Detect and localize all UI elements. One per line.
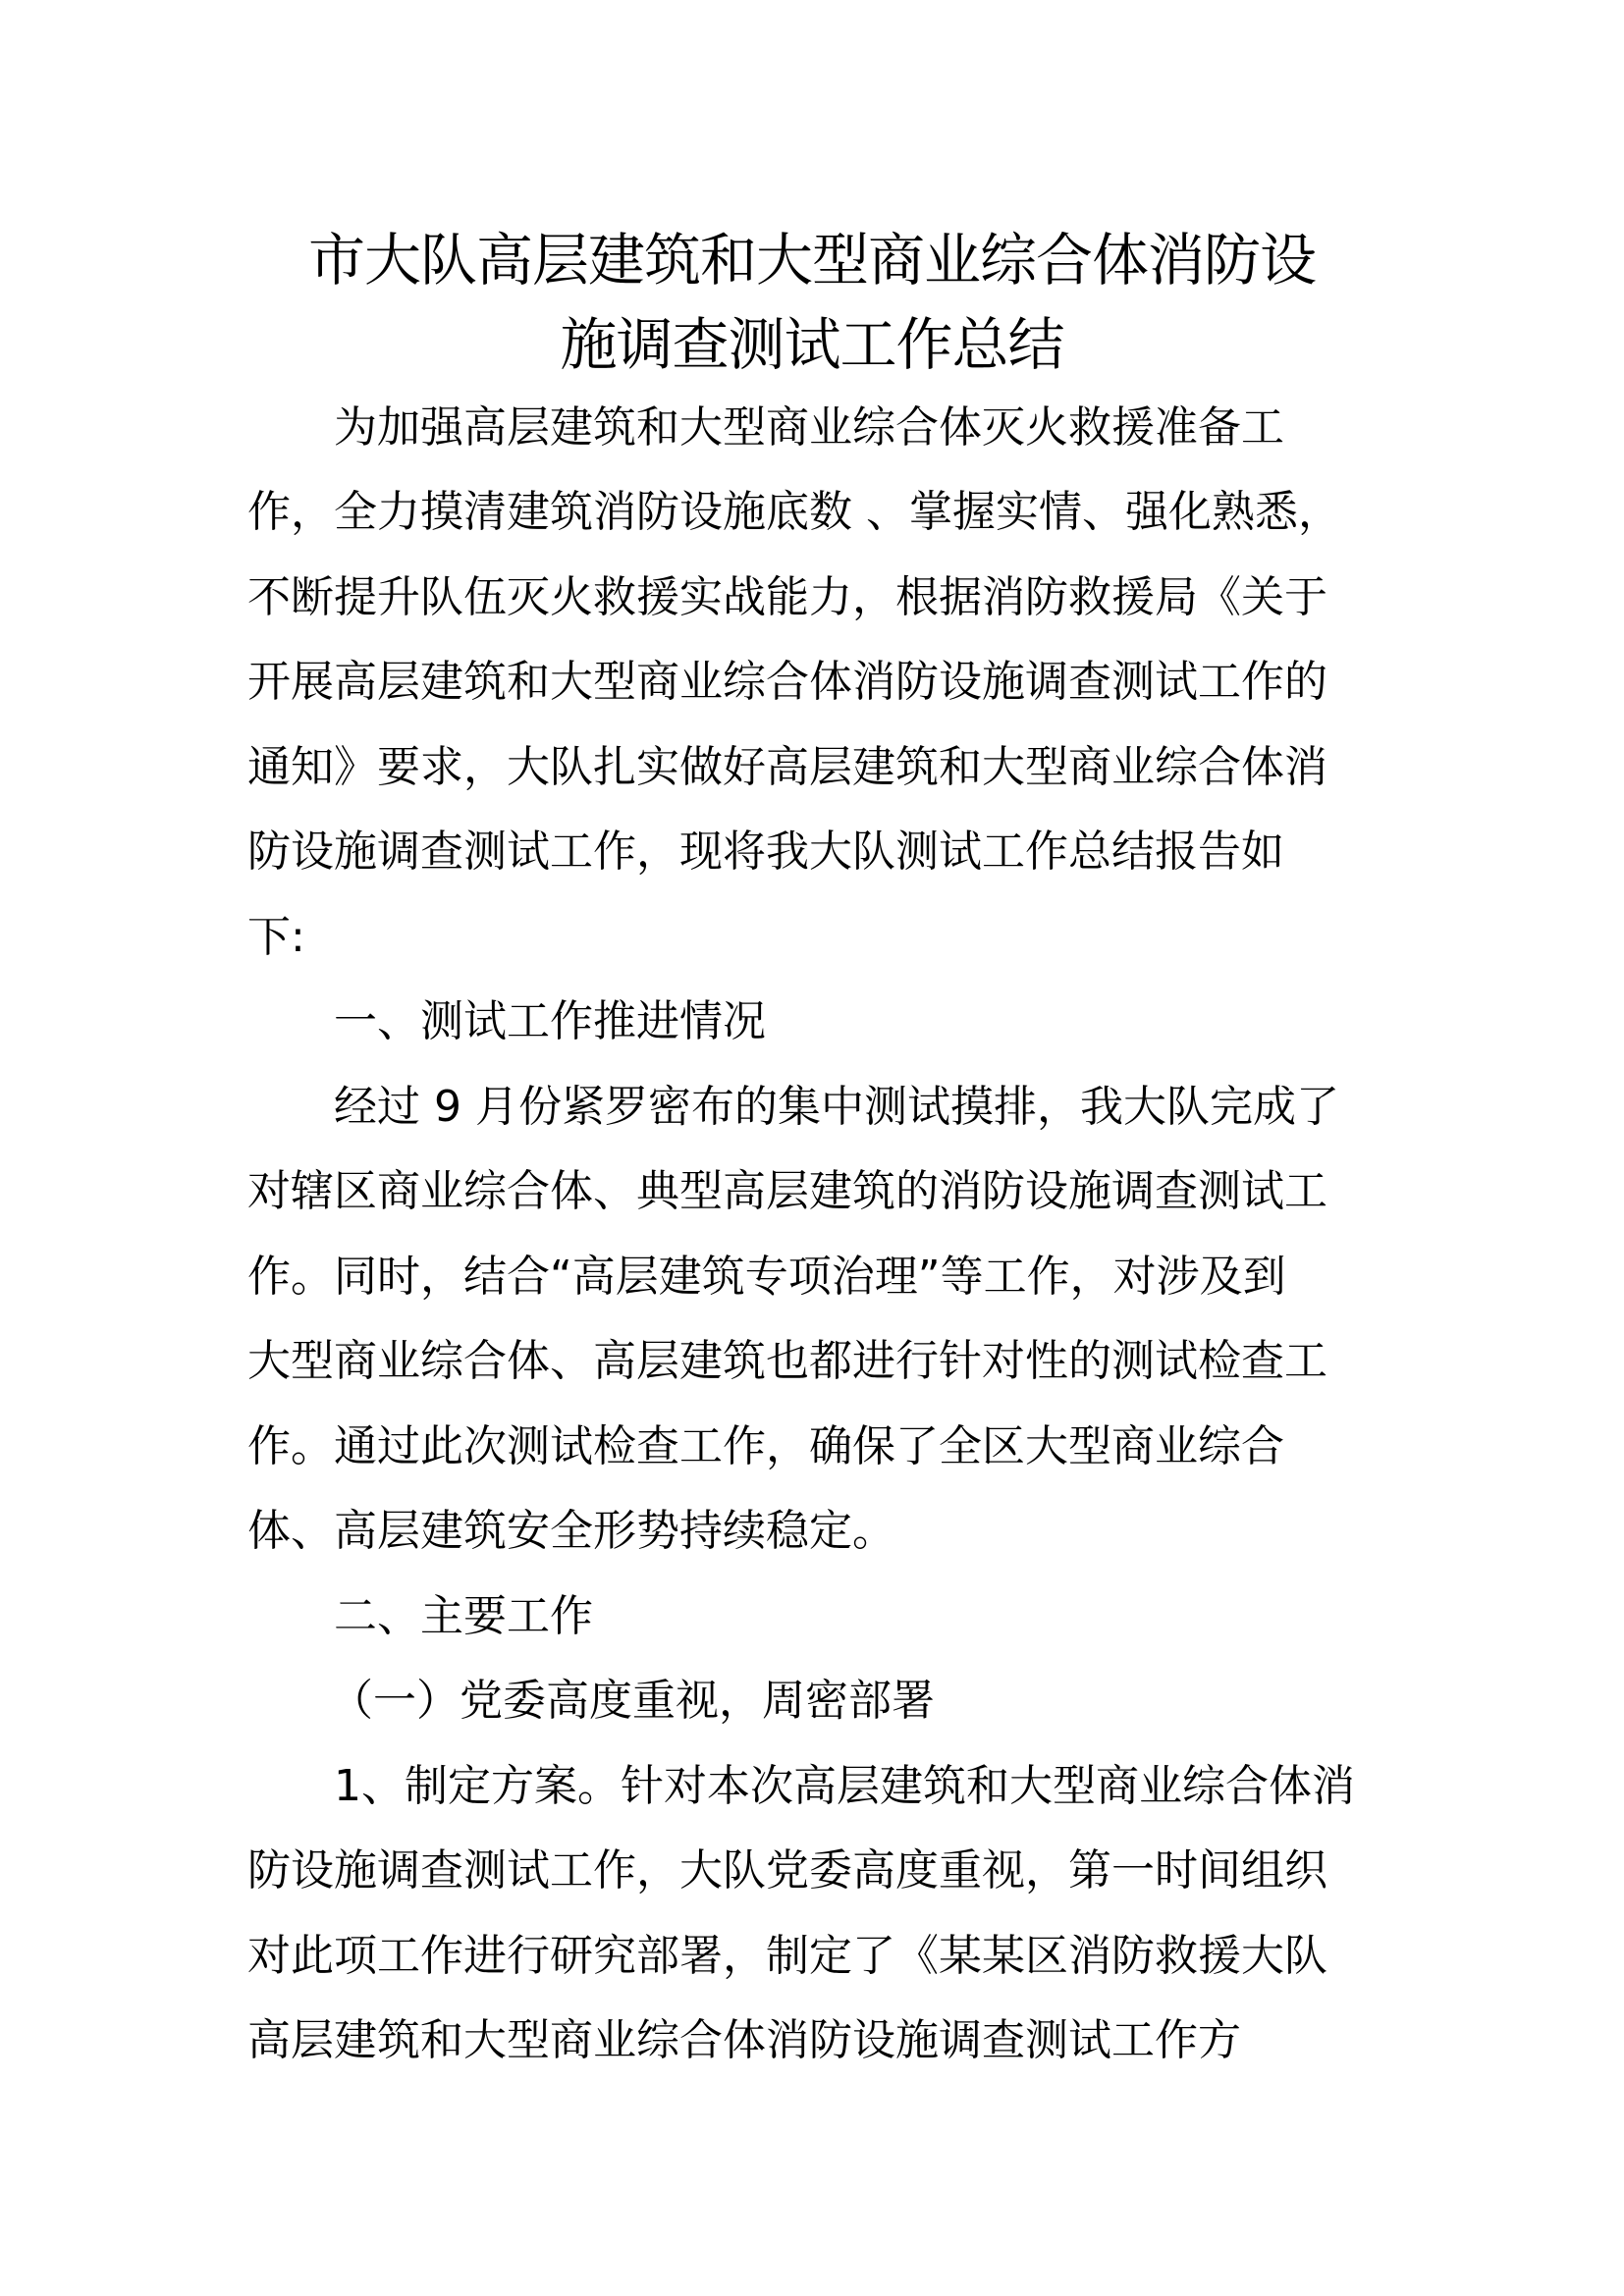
title-line-2: 施调查测试工作总结 [560, 311, 1064, 378]
paragraph-plan-line-2: 防设施调查测试工作，大队党委高度重视，第一时间组织 [247, 1845, 1327, 1896]
paragraph-progress-line-1: 经过 9 月份紧罗密布的集中测试摸排，我大队完成了 [334, 1082, 1339, 1132]
paragraph-intro-line-7: 下: [247, 912, 305, 962]
paragraph-plan-line-4: 高层建筑和大型商业综合体消防设施调查测试工作方 [247, 2015, 1241, 2065]
paragraph-intro-line-1: 为加强高层建筑和大型商业综合体灭火救援准备工 [334, 402, 1284, 453]
title-line-1: 市大队高层建筑和大型商业综合体消防设 [307, 227, 1316, 294]
paragraph-progress-line-3: 作。同时，结合“高层建筑专项治理”等工作，对涉及到 [247, 1252, 1286, 1302]
section-heading-2: 二、主要工作 [334, 1591, 593, 1641]
paragraph-intro-line-4: 开展高层建筑和大型商业综合体消防设施调查测试工作的 [247, 657, 1327, 707]
paragraph-intro-line-5: 通知》要求，大队扎实做好高层建筑和大型商业综合体消 [247, 742, 1327, 792]
paragraph-intro-line-6: 防设施调查测试工作，现将我大队测试工作总结报告如 [247, 827, 1284, 877]
paragraph-progress-line-6: 体、高层建筑安全形势持续稳定。 [247, 1506, 895, 1556]
paragraph-progress-line-5: 作。通过此次测试检查工作，确保了全区大型商业综合 [247, 1421, 1284, 1471]
paragraph-progress-line-4: 大型商业综合体、高层建筑也都进行针对性的测试检查工 [247, 1336, 1327, 1386]
paragraph-intro-line-3: 不断提升队伍灭火救援实战能力，根据消防救援局《关于 [247, 572, 1327, 622]
subsection-heading-1: （一）党委高度重视，周密部署 [330, 1676, 935, 1726]
paragraph-progress-line-2: 对辖区商业综合体、典型高层建筑的消防设施调查测试工 [247, 1166, 1327, 1216]
paragraph-plan-line-3: 对此项工作进行研究部署，制定了《某某区消防救援大队 [247, 1931, 1327, 1981]
section-heading-1: 一、测试工作推进情况 [334, 996, 766, 1046]
paragraph-plan-line-1: 1、制定方案。针对本次高层建筑和大型商业综合体消 [334, 1761, 1355, 1811]
paragraph-intro-line-2: 作，全力摸清建筑消防设施底数 、掌握实情、强化熟悉， [247, 487, 1341, 537]
